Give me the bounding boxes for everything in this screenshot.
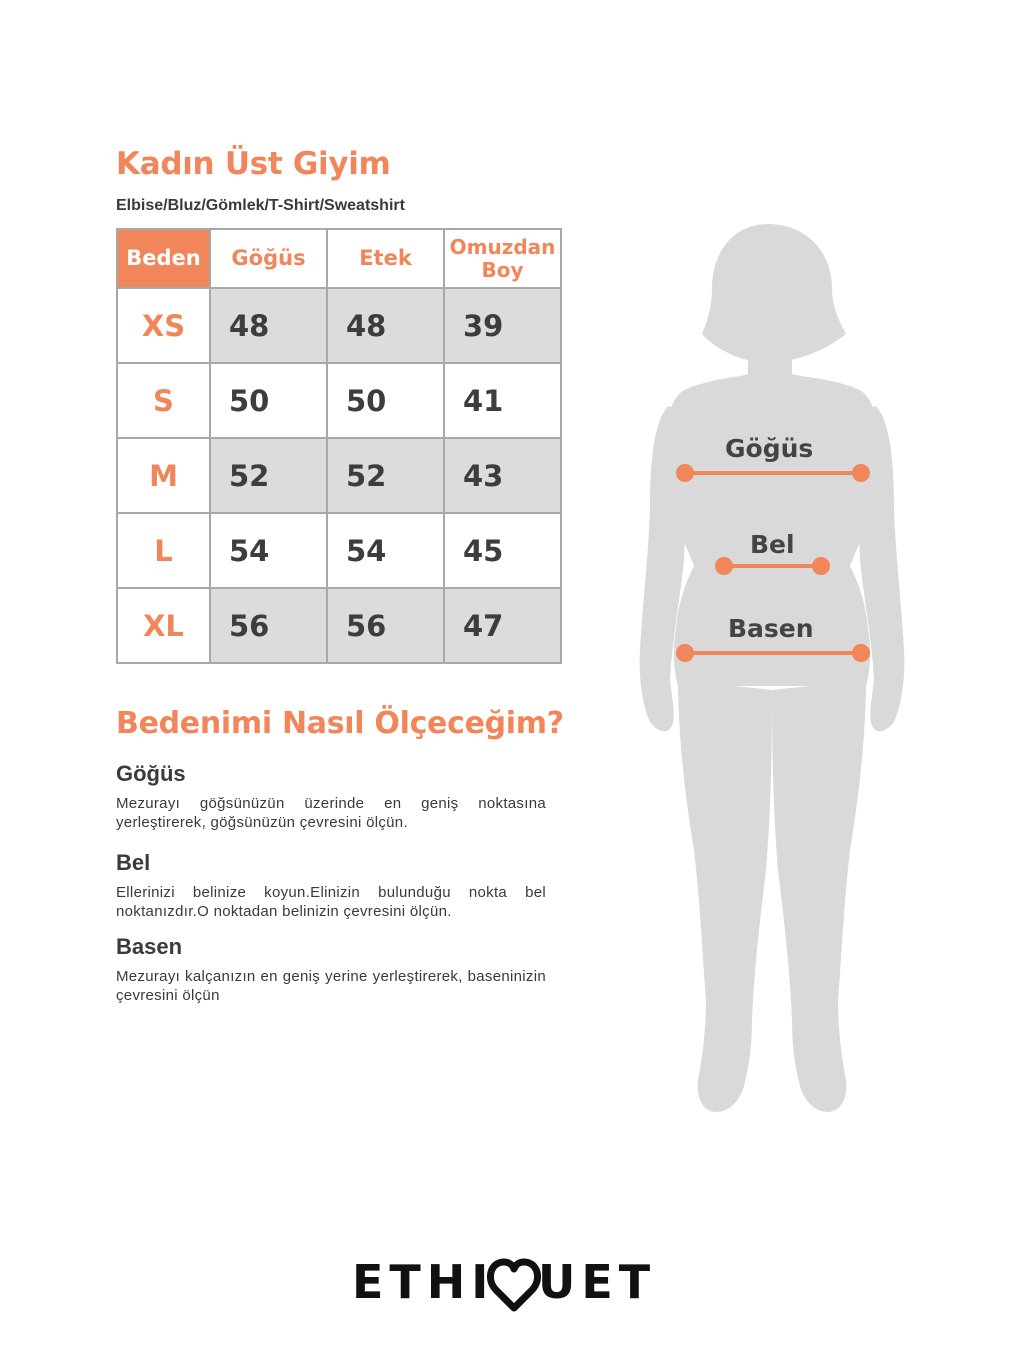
boy-value: 47 bbox=[444, 588, 561, 663]
svg-text:ETHI: ETHI bbox=[352, 1255, 495, 1309]
etek-value: 48 bbox=[327, 288, 444, 363]
section-text-basen: Mezurayı kalçanızın en geniş yerine yerleştirerek, baseninizin çevresini ölçün bbox=[116, 968, 546, 1004]
size-label: L bbox=[117, 513, 210, 588]
body-silhouette-icon bbox=[620, 210, 940, 1130]
section-title-gogus: Göğüs bbox=[116, 761, 186, 786]
boy-value: 39 bbox=[444, 288, 561, 363]
chest-label: Göğüs bbox=[725, 434, 814, 463]
waist-label: Bel bbox=[750, 530, 795, 559]
table-header-row bbox=[117, 229, 561, 288]
size-label: XS bbox=[117, 288, 210, 363]
section-title-bel: Bel bbox=[116, 850, 151, 875]
etek-value: 50 bbox=[327, 363, 444, 438]
chest-measure-dot bbox=[854, 466, 868, 480]
section-title-basen: Basen bbox=[116, 934, 183, 959]
table-row bbox=[117, 438, 561, 513]
page-title: Kadın Üst Giyim bbox=[116, 146, 391, 182]
header-omuzdan-boy bbox=[444, 229, 561, 288]
size-label: M bbox=[117, 438, 210, 513]
gogus-value: 50 bbox=[210, 363, 327, 438]
boy-value: 41 bbox=[444, 363, 561, 438]
hip-measure-dot bbox=[678, 646, 692, 660]
header-beden: Beden bbox=[117, 229, 210, 288]
table-row bbox=[117, 588, 561, 663]
size-label: S bbox=[117, 363, 210, 438]
table-row bbox=[117, 288, 561, 363]
waist-measure-dot bbox=[717, 559, 731, 573]
gogus-value: 54 bbox=[210, 513, 327, 588]
etek-value: 56 bbox=[327, 588, 444, 663]
header-omuzdan-boy-label: Omuzdan Boy bbox=[449, 234, 556, 282]
hip-measure-dot bbox=[854, 646, 868, 660]
category-subtitle: Elbise/Bluz/Gömlek/T-Shirt/Sweatshirt bbox=[116, 197, 405, 214]
chest-measure-dot bbox=[678, 466, 692, 480]
ethiquet-logo-icon bbox=[352, 1254, 672, 1314]
header-gogus: Göğüs bbox=[210, 229, 327, 288]
etek-value: 54 bbox=[327, 513, 444, 588]
gogus-value: 52 bbox=[210, 438, 327, 513]
header-etek: Etek bbox=[327, 229, 444, 288]
size-table bbox=[116, 228, 562, 664]
etek-value: 52 bbox=[327, 438, 444, 513]
section-text-bel: Ellerinizi belinize koyun.Elinizin bulunduğu nokta bel noktanızdır.O noktadan belinizin çevresini ölçün. bbox=[116, 884, 546, 920]
boy-value: 43 bbox=[444, 438, 561, 513]
table-row bbox=[117, 513, 561, 588]
body-silhouette-figure bbox=[620, 210, 940, 1130]
svg-text:UET: UET bbox=[538, 1255, 657, 1309]
hip-label: Basen bbox=[728, 614, 814, 643]
boy-value: 45 bbox=[444, 513, 561, 588]
section-text-gogus: Mezurayı göğsünüzün üzerinde en geniş noktasına yerleştirerek, göğsünüzün çevresini ölçün. bbox=[116, 795, 546, 831]
howto-title: Bedenimi Nasıl Ölçeceğim? bbox=[116, 706, 564, 741]
gogus-value: 48 bbox=[210, 288, 327, 363]
brand-logo bbox=[352, 1254, 672, 1314]
gogus-value: 56 bbox=[210, 588, 327, 663]
waist-measure-dot bbox=[814, 559, 828, 573]
size-label: XL bbox=[117, 588, 210, 663]
table-row bbox=[117, 363, 561, 438]
